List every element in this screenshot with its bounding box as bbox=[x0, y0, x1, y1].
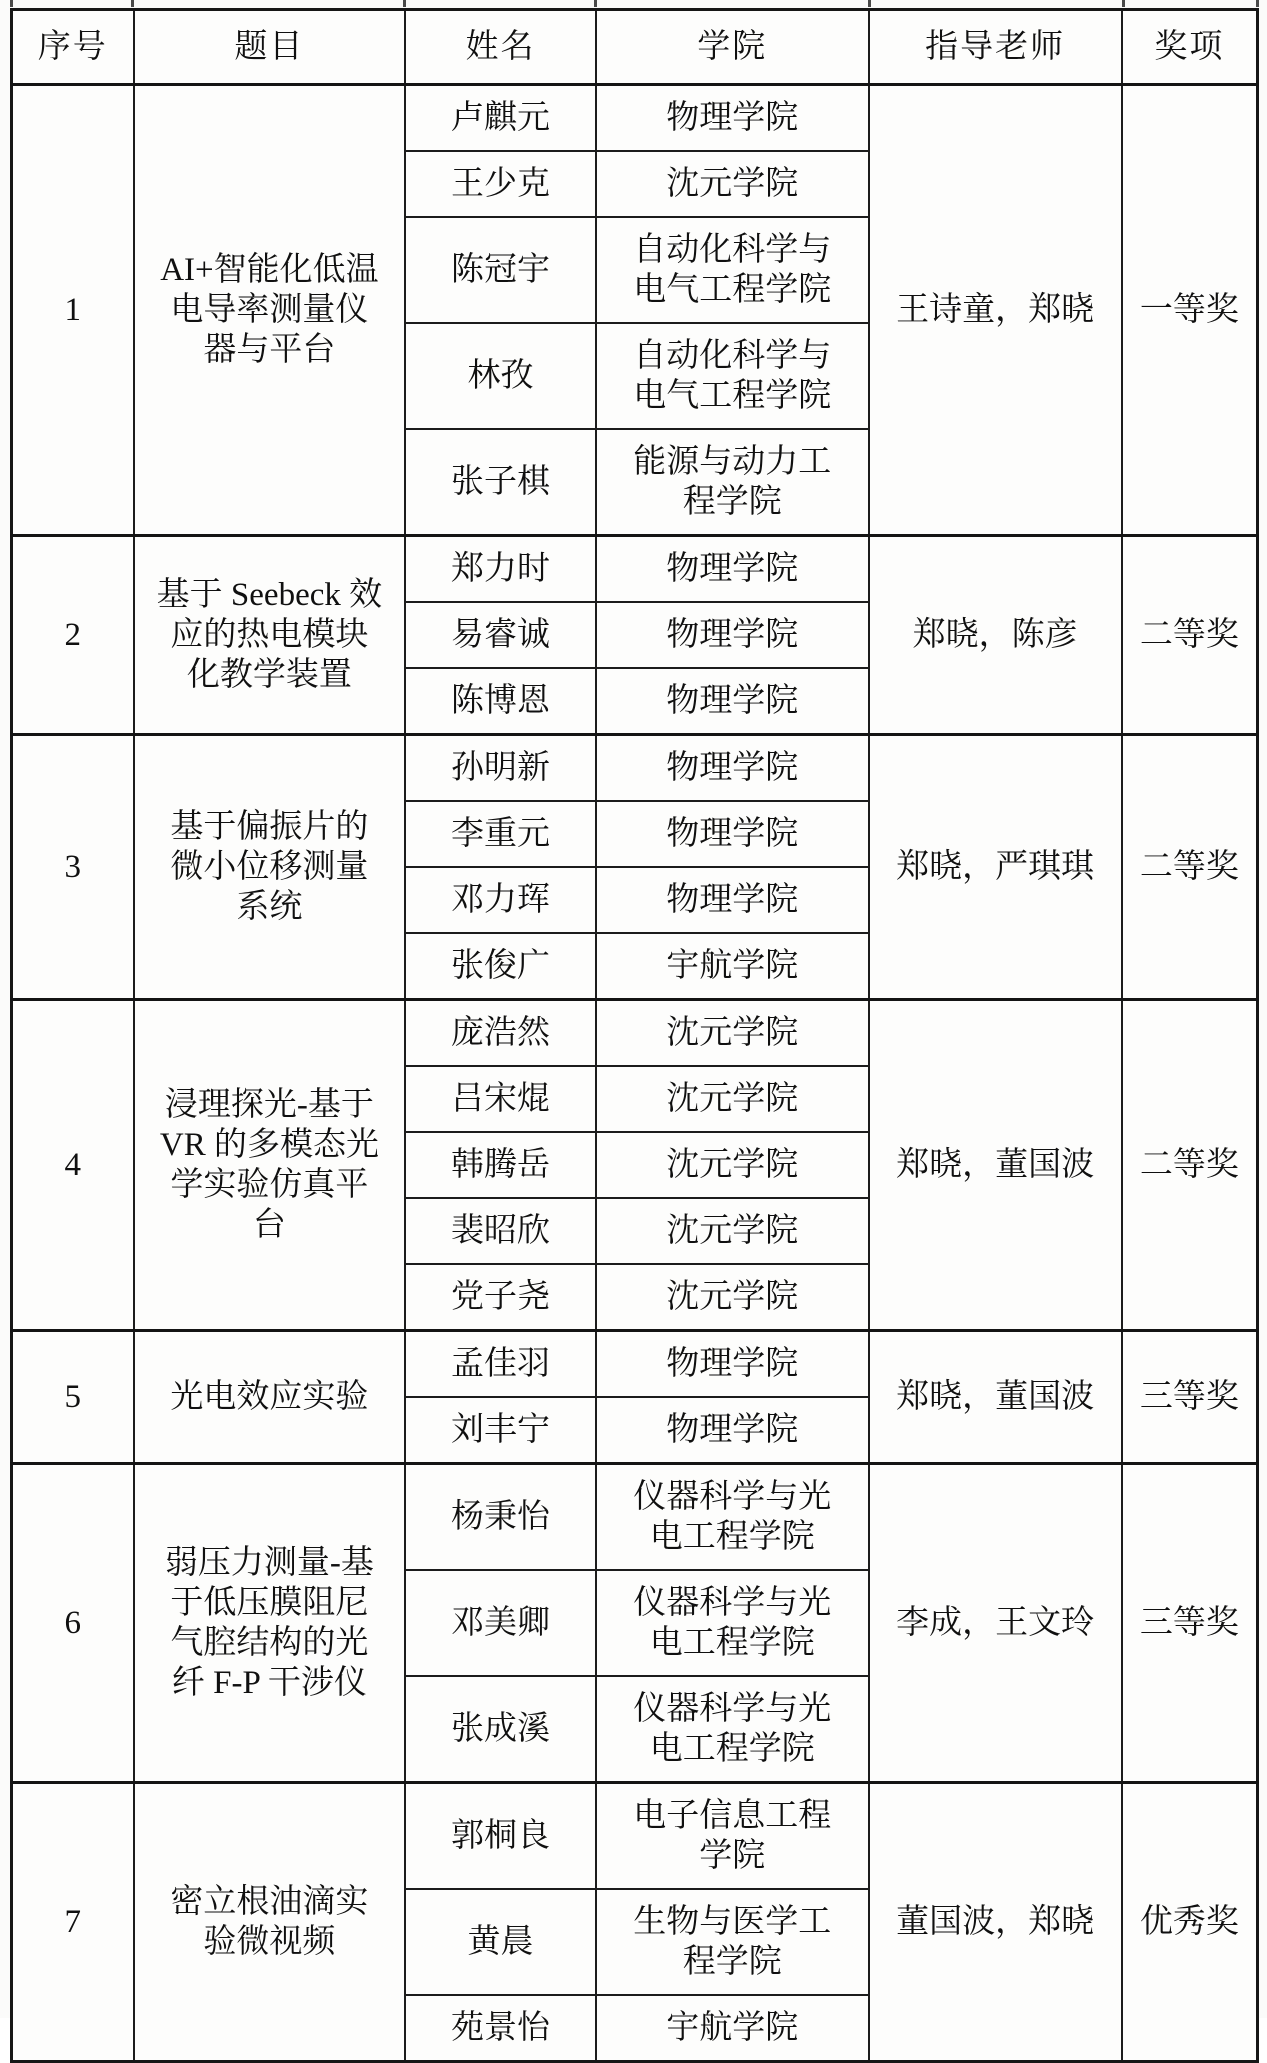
serial-cell: 6 bbox=[12, 1464, 134, 1783]
college-cell: 生物与医学工程学院 bbox=[596, 1889, 869, 1995]
award-cell: 三等奖 bbox=[1122, 1331, 1258, 1464]
advisors-cell: 郑晓，严琪琪 bbox=[869, 735, 1122, 1000]
project-title-cell: 基于偏振片的微小位移测量系统 bbox=[134, 735, 406, 1000]
divider-stub bbox=[1122, 0, 1125, 7]
project-title-cell: 光电效应实验 bbox=[134, 1331, 406, 1464]
member-name-cell: 郭桐良 bbox=[405, 1783, 596, 1890]
member-name-cell: 陈冠宇 bbox=[405, 217, 596, 323]
member-name-cell: 张子棋 bbox=[405, 429, 596, 536]
serial-cell: 1 bbox=[12, 85, 134, 536]
member-name-cell: 党子尧 bbox=[405, 1264, 596, 1331]
college-cell: 物理学院 bbox=[596, 85, 869, 152]
member-name-cell: 杨秉怡 bbox=[405, 1464, 596, 1571]
group-first-row bbox=[12, 1464, 1258, 1571]
divider-stub bbox=[1256, 0, 1259, 7]
advisors-cell: 李成，王文玲 bbox=[869, 1464, 1122, 1783]
award-cell: 二等奖 bbox=[1122, 735, 1258, 1000]
college-cell: 沈元学院 bbox=[596, 1198, 869, 1264]
serial-cell: 4 bbox=[12, 1000, 134, 1331]
member-name-cell: 张成溪 bbox=[405, 1676, 596, 1783]
member-name-cell: 林孜 bbox=[405, 323, 596, 429]
divider-stub bbox=[594, 0, 597, 7]
college-cell: 宇航学院 bbox=[596, 933, 869, 1000]
college-cell: 自动化科学与电气工程学院 bbox=[596, 323, 869, 429]
member-name-cell: 孙明新 bbox=[405, 735, 596, 802]
college-cell: 物理学院 bbox=[596, 1397, 869, 1464]
member-name-cell: 庞浩然 bbox=[405, 1000, 596, 1067]
member-name-cell: 卢麒元 bbox=[405, 85, 596, 152]
header-cell: 题目 bbox=[134, 10, 406, 85]
award-cell: 二等奖 bbox=[1122, 1000, 1258, 1331]
member-name-cell: 苑景怡 bbox=[405, 1995, 596, 2062]
advisors-cell: 郑晓，董国波 bbox=[869, 1000, 1122, 1331]
group-first-row bbox=[12, 536, 1258, 603]
college-cell: 仪器科学与光电工程学院 bbox=[596, 1464, 869, 1571]
college-cell: 自动化科学与电气工程学院 bbox=[596, 217, 869, 323]
college-cell: 物理学院 bbox=[596, 1331, 869, 1398]
member-name-cell: 吕宋焜 bbox=[405, 1066, 596, 1132]
award-cell: 一等奖 bbox=[1122, 85, 1258, 536]
advisors-cell: 郑晓，陈彦 bbox=[869, 536, 1122, 735]
college-cell: 沈元学院 bbox=[596, 1000, 869, 1067]
serial-cell: 7 bbox=[12, 1783, 134, 2062]
college-cell: 沈元学院 bbox=[596, 1264, 869, 1331]
header-cell: 序号 bbox=[12, 10, 134, 85]
project-title-cell: 浸理探光-基于 VR 的多模态光学实验仿真平台 bbox=[134, 1000, 406, 1331]
divider-stub bbox=[403, 0, 406, 7]
college-cell: 宇航学院 bbox=[596, 1995, 869, 2062]
college-cell: 物理学院 bbox=[596, 735, 869, 802]
header-row bbox=[12, 10, 1258, 85]
project-title-cell: 基于 Seebeck 效应的热电模块化教学装置 bbox=[134, 536, 406, 735]
member-name-cell: 邓美卿 bbox=[405, 1570, 596, 1676]
project-title-cell: 密立根油滴实验微视频 bbox=[134, 1783, 406, 2062]
college-cell: 物理学院 bbox=[596, 668, 869, 735]
cropped-row-sliver bbox=[0, 0, 1267, 8]
advisors-cell: 王诗童，郑晓 bbox=[869, 85, 1122, 536]
member-name-cell: 李重元 bbox=[405, 801, 596, 867]
project-title-cell: AI+智能化低温电导率测量仪器与平台 bbox=[134, 85, 406, 536]
college-cell: 物理学院 bbox=[596, 867, 869, 933]
advisors-cell: 郑晓，董国波 bbox=[869, 1331, 1122, 1464]
member-name-cell: 郑力时 bbox=[405, 536, 596, 603]
header-cell: 姓名 bbox=[405, 10, 596, 85]
college-cell: 能源与动力工程学院 bbox=[596, 429, 869, 536]
member-name-cell: 孟佳羽 bbox=[405, 1331, 596, 1398]
header-cell: 学院 bbox=[596, 10, 869, 85]
header-cell: 奖项 bbox=[1122, 10, 1258, 85]
college-cell: 沈元学院 bbox=[596, 1132, 869, 1198]
college-cell: 电子信息工程学院 bbox=[596, 1783, 869, 1890]
group-first-row bbox=[12, 1000, 1258, 1067]
project-title-cell: 弱压力测量-基于低压膜阻尼气腔结构的光纤 F-P 干涉仪 bbox=[134, 1464, 406, 1783]
college-cell: 物理学院 bbox=[596, 602, 869, 668]
member-name-cell: 陈博恩 bbox=[405, 668, 596, 735]
college-cell: 仪器科学与光电工程学院 bbox=[596, 1570, 869, 1676]
group-first-row bbox=[12, 85, 1258, 152]
member-name-cell: 刘丰宁 bbox=[405, 1397, 596, 1464]
award-cell: 三等奖 bbox=[1122, 1464, 1258, 1783]
advisors-cell: 董国波，郑晓 bbox=[869, 1783, 1122, 2062]
member-name-cell: 邓力珲 bbox=[405, 867, 596, 933]
college-cell: 沈元学院 bbox=[596, 151, 869, 217]
member-name-cell: 黄晨 bbox=[405, 1889, 596, 1995]
college-cell: 物理学院 bbox=[596, 536, 869, 603]
member-name-cell: 裴昭欣 bbox=[405, 1198, 596, 1264]
group-first-row bbox=[12, 1783, 1258, 1890]
serial-cell: 2 bbox=[12, 536, 134, 735]
member-name-cell: 易睿诚 bbox=[405, 602, 596, 668]
group-first-row bbox=[12, 735, 1258, 802]
divider-stub bbox=[10, 0, 13, 7]
table-body bbox=[12, 85, 1258, 2062]
serial-cell: 5 bbox=[12, 1331, 134, 1464]
serial-cell: 3 bbox=[12, 735, 134, 1000]
member-name-cell: 张俊广 bbox=[405, 933, 596, 1000]
college-cell: 物理学院 bbox=[596, 801, 869, 867]
award-cell: 优秀奖 bbox=[1122, 1783, 1258, 2062]
awards-table bbox=[10, 8, 1259, 2063]
member-name-cell: 韩腾岳 bbox=[405, 1132, 596, 1198]
award-cell: 二等奖 bbox=[1122, 536, 1258, 735]
college-cell: 沈元学院 bbox=[596, 1066, 869, 1132]
member-name-cell: 王少克 bbox=[405, 151, 596, 217]
divider-stub bbox=[131, 0, 134, 7]
group-first-row bbox=[12, 1331, 1258, 1398]
divider-stub bbox=[868, 0, 871, 7]
college-cell: 仪器科学与光电工程学院 bbox=[596, 1676, 869, 1783]
header-cell: 指导老师 bbox=[869, 10, 1122, 85]
